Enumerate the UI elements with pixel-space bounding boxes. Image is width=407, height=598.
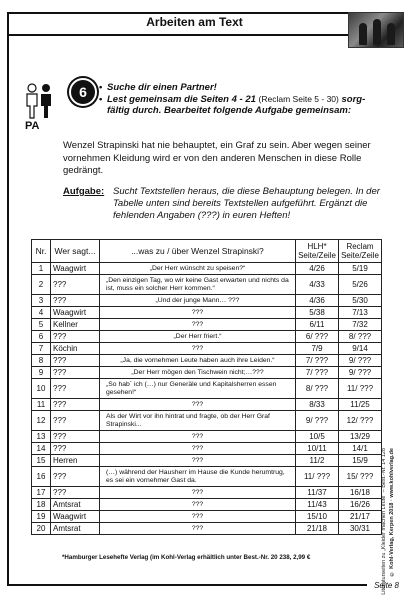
row-nr: 20	[32, 523, 51, 535]
row-quote: ???	[100, 431, 296, 443]
row-reclam-ref: 16/26	[339, 499, 382, 511]
row-quote: „Der Herr mögen den Tischwein nicht;…???	[100, 367, 296, 379]
row-hlh-ref: 6/11	[296, 319, 339, 331]
row-speaker: Kellner	[51, 319, 100, 331]
row-hlh-ref: 7/ ???	[296, 367, 339, 379]
row-nr: 16	[32, 467, 51, 487]
task-line-2: • Lest gemeinsam die Seiten 4 - 21 (Reclam Seite 5 - 30) sorg-	[99, 94, 389, 106]
row-speaker: ???	[51, 275, 100, 295]
row-quote: ???	[100, 487, 296, 499]
row-reclam-ref: 9/ ???	[339, 355, 382, 367]
row-quote: Als der Wirt vor ihn hintrat und fragte, ob der Herr Graf Strapinski...	[100, 411, 296, 431]
row-nr: 13	[32, 431, 51, 443]
row-hlh-ref: 15/10	[296, 511, 339, 523]
row-nr: 6	[32, 331, 51, 343]
row-hlh-ref: 4/26	[296, 263, 339, 275]
quotes-table	[31, 239, 382, 535]
table-row	[32, 487, 382, 499]
table-row	[32, 455, 382, 467]
page-left-border	[7, 34, 9, 586]
row-nr: 3	[32, 295, 51, 307]
row-hlh-ref: 10/11	[296, 443, 339, 455]
row-speaker: Waagwirt	[51, 263, 100, 275]
row-reclam-ref: 9/ ???	[339, 367, 382, 379]
task-line-3: fältig durch. Bearbeitet folgende Aufgabe gemeinsam:	[107, 105, 352, 116]
row-reclam-ref: 11/ ???	[339, 379, 382, 399]
row-hlh-ref: 5/38	[296, 307, 339, 319]
assignment	[63, 186, 393, 222]
row-reclam-ref: 5/30	[339, 295, 382, 307]
table-header-row	[32, 240, 382, 263]
table-row	[32, 379, 382, 399]
row-reclam-ref: 15/9	[339, 455, 382, 467]
row-nr: 17	[32, 487, 51, 499]
task-line-1: • Suche dir einen Partner!	[99, 82, 389, 94]
page-number: Seite 8	[374, 581, 399, 590]
page-bottom-border	[7, 584, 367, 586]
row-reclam-ref: 5/26	[339, 275, 382, 295]
intro-text: Wenzel Strapinski hat nie behauptet, ein Graf zu sein. Aber wegen seiner vornehmen Kleidung wird er von den anderen Menschen in diese Rolle gedrängt.	[63, 140, 371, 176]
row-nr: 12	[32, 411, 51, 431]
row-quote: „Ja, die vornehmen Leute haben auch ihre Leiden.“	[100, 355, 296, 367]
table-row	[32, 523, 382, 535]
row-reclam-ref: 9/14	[339, 343, 382, 355]
row-speaker: ???	[51, 367, 100, 379]
table-row	[32, 431, 382, 443]
row-hlh-ref: 11/2	[296, 455, 339, 467]
header-nr: Nr.	[32, 240, 51, 263]
row-quote: ???	[100, 511, 296, 523]
row-nr: 4	[32, 307, 51, 319]
row-nr: 14	[32, 443, 51, 455]
row-reclam-ref: 11/25	[339, 399, 382, 411]
row-hlh-ref: 4/33	[296, 275, 339, 295]
row-nr: 2	[32, 275, 51, 295]
row-speaker: ???	[51, 487, 100, 499]
footnote: *Hamburger Lesehefte Verlag (im Kohl-Verlag erhältlich unter Best.-Nr. 20 238, 2,99 €	[62, 554, 311, 561]
row-reclam-ref: 7/32	[339, 319, 382, 331]
row-speaker: Waagwirt	[51, 307, 100, 319]
table-row	[32, 343, 382, 355]
row-reclam-ref: 12/ ???	[339, 411, 382, 431]
task-instructions	[99, 82, 389, 117]
row-speaker: ???	[51, 331, 100, 343]
table-row	[32, 443, 382, 455]
row-nr: 11	[32, 399, 51, 411]
table-row	[32, 467, 382, 487]
row-nr: 15	[32, 455, 51, 467]
row-reclam-ref: 5/19	[339, 263, 382, 275]
row-speaker: Amtsrat	[51, 499, 100, 511]
row-nr: 9	[32, 367, 51, 379]
table-row	[32, 511, 382, 523]
row-reclam-ref: 15/ ???	[339, 467, 382, 487]
row-quote: ???	[100, 307, 296, 319]
row-speaker: ???	[51, 295, 100, 307]
row-speaker: ???	[51, 379, 100, 399]
row-quote: „So hab` ich (…) nur Generäle und Kapitalsherren essen gesehen!“	[100, 379, 296, 399]
row-speaker: ???	[51, 443, 100, 455]
row-quote: ???	[100, 319, 296, 331]
row-speaker: ???	[51, 431, 100, 443]
row-quote: „Den einzigen Tag, wo wir keine Gast erwarten und nichts da ist, muss ein solcher Herr kommen.“	[100, 275, 296, 295]
row-reclam-ref: 13/29	[339, 431, 382, 443]
table-row	[32, 307, 382, 319]
partner-work-icon	[24, 82, 54, 120]
row-nr: 5	[32, 319, 51, 331]
table-row	[32, 499, 382, 511]
row-reclam-ref: 16/18	[339, 487, 382, 499]
row-speaker: ???	[51, 467, 100, 487]
row-reclam-ref: 30/31	[339, 523, 382, 535]
row-quote: „Der Herr friert.“	[100, 331, 296, 343]
row-nr: 19	[32, 511, 51, 523]
sidebar-text-1: Literaturseiten zu „Kleider machen Leute“ – Best.-Nr. 14 128	[381, 448, 387, 595]
row-reclam-ref: 14/1	[339, 443, 382, 455]
table-row	[32, 263, 382, 275]
header-photo	[348, 12, 404, 48]
sidebar-text-2: © Kohl-Verlag, Kerpen 2018 · www.kohlverlag.de	[389, 448, 395, 577]
header-hlh: HLH* Seite/Zeile	[296, 240, 339, 263]
row-hlh-ref: 4/36	[296, 295, 339, 307]
row-quote: ???	[100, 499, 296, 511]
row-hlh-ref: 11/37	[296, 487, 339, 499]
row-speaker: Waagwirt	[51, 511, 100, 523]
row-hlh-ref: 11/ ???	[296, 467, 339, 487]
row-speaker: Amtsrat	[51, 523, 100, 535]
pa-label: PA	[25, 120, 40, 132]
table-row	[32, 355, 382, 367]
row-hlh-ref: 7/9	[296, 343, 339, 355]
row-reclam-ref: 8/ ???	[339, 331, 382, 343]
row-speaker: ???	[51, 411, 100, 431]
row-quote: „Und der junge Mann… ???	[100, 295, 296, 307]
header-reclam: Reclam Seite/Zeile	[339, 240, 382, 263]
row-speaker: ???	[51, 355, 100, 367]
task-number-badge: 6	[69, 78, 97, 106]
table-row	[32, 275, 382, 295]
header-was: ...was zu / über Wenzel Strapinski?	[100, 240, 296, 263]
table-row	[32, 399, 382, 411]
row-reclam-ref: 7/13	[339, 307, 382, 319]
row-hlh-ref: 8/ ???	[296, 379, 339, 399]
row-nr: 1	[32, 263, 51, 275]
row-hlh-ref: 10/5	[296, 431, 339, 443]
row-hlh-ref: 6/ ???	[296, 331, 339, 343]
row-quote: ???	[100, 455, 296, 467]
row-hlh-ref: 7/ ???	[296, 355, 339, 367]
row-nr: 7	[32, 343, 51, 355]
row-speaker: Herren	[51, 455, 100, 467]
row-quote: ???	[100, 523, 296, 535]
assignment-text: Sucht Textstellen heraus, die diese Behauptung belegen. In der Tabelle unten sind bereits Textstellen aufgeführt. Ergänzt die fehlenden Angaben (???) in euren Heften!	[113, 186, 380, 221]
row-quote: ???	[100, 343, 296, 355]
row-nr: 8	[32, 355, 51, 367]
row-quote: ???	[100, 399, 296, 411]
table-row	[32, 295, 382, 307]
row-hlh-ref: 9/ ???	[296, 411, 339, 431]
header-wer: Wer sagt...	[51, 240, 100, 263]
row-speaker: ???	[51, 399, 100, 411]
table-row	[32, 367, 382, 379]
row-nr: 10	[32, 379, 51, 399]
row-quote: „Der Herr wünscht zu speisen?“	[100, 263, 296, 275]
page-title: Arbeiten am Text	[146, 15, 243, 29]
row-nr: 18	[32, 499, 51, 511]
table-row	[32, 411, 382, 431]
worksheet-page	[7, 12, 402, 590]
row-quote: (…) während der Hausherr im Hause die Kunde herumtrug, es sei ein vornehmer Gast da.	[100, 467, 296, 487]
assignment-label: Aufgabe:	[63, 186, 105, 197]
row-quote: ???	[100, 443, 296, 455]
row-hlh-ref: 21/18	[296, 523, 339, 535]
table-row	[32, 319, 382, 331]
row-hlh-ref: 8/33	[296, 399, 339, 411]
row-hlh-ref: 11/43	[296, 499, 339, 511]
row-reclam-ref: 21/17	[339, 511, 382, 523]
table-row	[32, 331, 382, 343]
row-speaker: Köchin	[51, 343, 100, 355]
